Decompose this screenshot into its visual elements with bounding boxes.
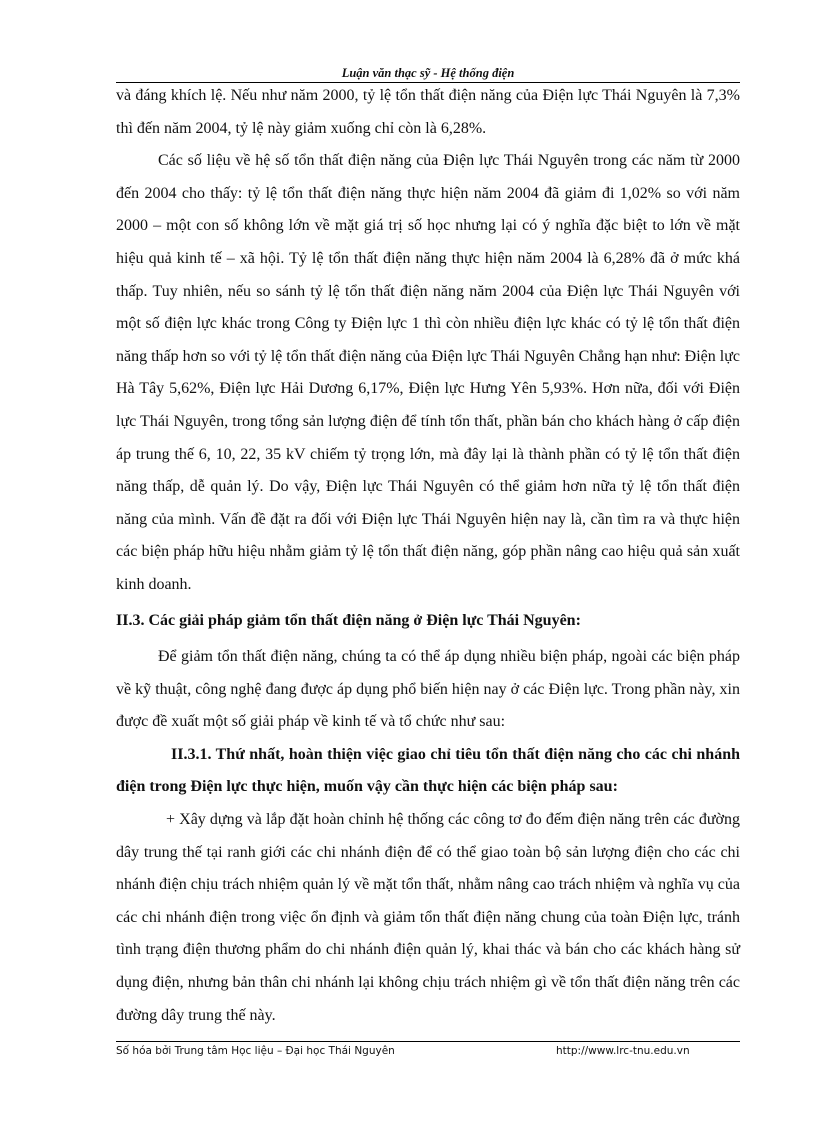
footer-source: Số hóa bởi Trung tâm Học liệu – Đại học Thái Nguyên xyxy=(116,1045,395,1057)
paragraph-measure-1: + Xây dựng và lắp đặt hoàn chỉnh hệ thống các công tơ đo đếm điện năng trên các đường dây trung thế tại ranh giới các chi nhánh điện để có thể giao toàn bộ sản lượng điện cho các chi nhánh điện chịu trách nhiệm quản lý về mặt tổn thất, nhằm nâng cao trách nhiệm và nghĩa vụ của các chi nhánh điện trong việc ổn định và giảm tổn thất điện năng chung của toàn Điện lực, tránh tình trạng điện thương phẩm do chi nhánh điện quản lý, khai thác và bán cho các khách hàng sử dụng điện, nhưng bản thân chi nhánh lại không chịu trách nhiệm gì về tổn thất điện năng trên các đường dây trung thế này. xyxy=(116,811,740,1024)
subsection-heading: II.3.1. Thứ nhất, hoàn thiện việc giao chỉ tiêu tổn thất điện năng cho các chi nhánh điện trong Điện lực thực hiện, muốn vậy cần thực hiện các biện pháp sau: xyxy=(116,745,740,796)
footer-divider xyxy=(116,1041,740,1042)
running-header: Luận văn thạc sỹ - Hệ thống điện xyxy=(341,66,515,80)
page-body xyxy=(116,80,740,1032)
paragraph-loss-analysis: Các số liệu về hệ số tổn thất điện năng của Điện lực Thái Nguyên trong các năm từ 2000 đến 2004 cho thấy: tỷ lệ tổn thất điện năng thực hiện năm 2004 đã giảm đi 1,02% so với năm 2000 – một con số không lớn về mặt giá trị số học nhưng lại có ý nghĩa đặc biệt to lớn về mặt hiệu quả kinh tế – xã hội. Tỷ lệ tổn thất điện năng thực hiện năm 2004 là 6,28% đã ở mức khá thấp. Tuy nhiên, nếu so sánh tỷ lệ tổn thất điện năng năm 2004 của Điện lực Thái Nguyên với một số điện lực khác trong Công ty Điện lực 1 thì còn nhiều điện lực khác có tỷ lệ tổn thất điện năng thấp hơn so với tỷ lệ tổn thất điện năng của Điện lực Thái Nguyên Chẳng hạn như: Điện lực Hà Tây 5,62%, Điện lực Hải Dương 6,17%, Điện lực Hưng Yên 5,93%. Hơn nữa, đối với Điện lực Thái Nguyên, trong tổng sản lượng điện để tính tổn thất, phần bán cho khách hàng ở cấp điện áp trung thế 6, 10, 22, 35 kV chiếm tỷ trọng lớn, mà đây lại là thành phần có tỷ lệ tổn thất điện năng thấp, dễ quản lý. Do vậy, Điện lực Thái Nguyên có thể giảm hơn nữa tỷ lệ tổn thất điện năng của mình. Vấn đề đặt ra đối với Điện lực Thái Nguyên hiện nay là, cần tìm ra và thực hiện các biện pháp hữu hiệu nhằm giảm tỷ lệ tổn thất điện năng, góp phần nâng cao hiệu quả sản xuất kinh doanh. xyxy=(116,152,740,593)
paragraph-solutions-intro: Để giảm tổn thất điện năng, chúng ta có thể áp dụng nhiều biện pháp, ngoài các biện pháp về kỹ thuật, công nghệ đang được áp dụng phổ biến hiện nay ở các Điện lực. Trong phần này, xin được đề xuất một số giải pháp về kinh tế và tổ chức như sau: xyxy=(116,648,740,731)
footer-url: http://www.lrc-tnu.edu.vn xyxy=(556,1045,690,1057)
paragraph-intro-continued: và đáng khích lệ. Nếu như năm 2000, tỷ lệ tổn thất điện năng của Điện lực Thái Nguyên là 7,3% thì đến năm 2004, tỷ lệ này giảm xuống chỉ còn là 6,28%. xyxy=(116,87,740,137)
section-heading: II.3. Các giải pháp giảm tổn thất điện năng ở Điện lực Thái Nguyên: xyxy=(116,611,581,629)
